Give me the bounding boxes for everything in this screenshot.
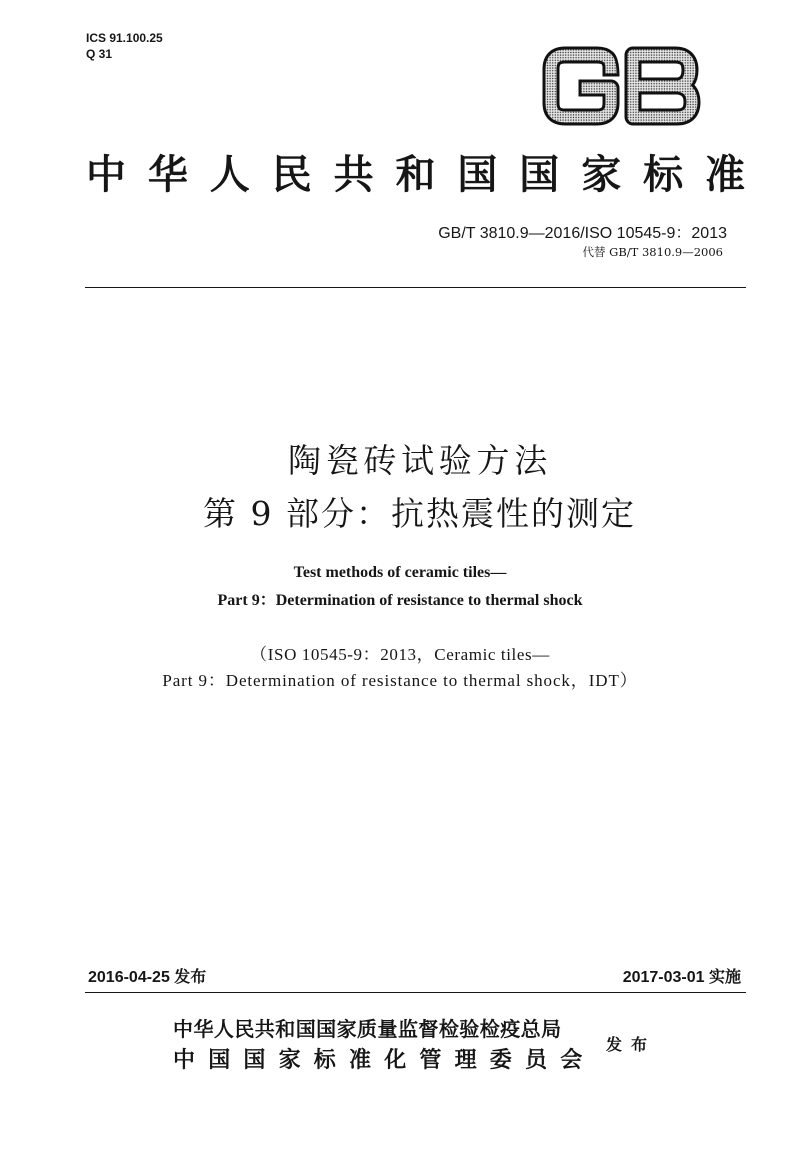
chinese-title-line-2: 第 9 部分：抗热震性的测定 bbox=[203, 494, 636, 533]
national-standard-title: 中华人民共和国国家标准 bbox=[86, 151, 767, 198]
iso-equivalence-line-1: （ISO 10545-9：2013，Ceramic tiles— bbox=[250, 645, 550, 664]
english-title-line-1: Test methods of ceramic tiles— bbox=[293, 564, 507, 581]
footer-rule bbox=[85, 992, 746, 993]
issuer-sac: 中国国家标准化管理委员会 bbox=[173, 1047, 596, 1073]
gb-logo bbox=[541, 46, 701, 126]
standard-number: GB/T 3810.9—2016/ISO 10545-9：2013 bbox=[438, 225, 727, 242]
replaces-note: 代替 GB/T 3810.9—2006 bbox=[582, 245, 723, 259]
ics-code: ICS 91.100.25 bbox=[86, 31, 163, 45]
chinese-title-line-1: 陶瓷砖试验方法 bbox=[288, 441, 552, 480]
issue-action-label: 发布 bbox=[606, 1035, 657, 1054]
implementation-date: 2017-03-01 实施 bbox=[622, 969, 741, 986]
publish-date: 2016-04-25 发布 bbox=[88, 969, 207, 986]
iso-equivalence-line-2: Part 9：Determination of resistance to thermal shock，IDT） bbox=[162, 671, 638, 690]
english-title-line-2: Part 9：Determination of resistance to thermal shock bbox=[217, 592, 583, 609]
ccs-code: Q 31 bbox=[86, 47, 113, 61]
header-rule bbox=[85, 287, 746, 288]
issuer-aqsiq: 中华人民共和国国家质量监督检验检疫总局 bbox=[173, 1017, 562, 1041]
